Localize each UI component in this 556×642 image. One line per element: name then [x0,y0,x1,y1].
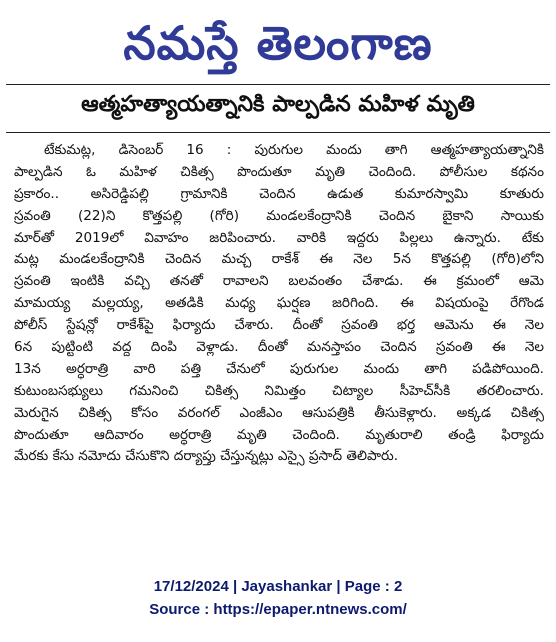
article-line: 6న పుట్టింటి వద్ద దింపి వెళ్లాడు. దీంతో మనస్తాపం చెందిన స్రవంతి ఈ నెల [14,339,544,356]
article-line: మార్‌తో 2019లో వివాహం జరిపించారు. వారికి ఇద్దరు పిల్లలు ఉన్నారు. టేకు [14,229,544,246]
article-line: పొందుతూ ఆదివారం అర్ధరాత్రి మృతి చెందింది. మృతురాలి తండ్రి ఫిర్యాదు [14,426,544,443]
article-line: మెరుగైన చికిత్స కోసం వరంగల్ ఎంజీఎం ఆసుపత్రికి తీసుకెళ్లారు. అక్కడ చికిత్స [14,404,544,421]
article-headline: ఆత్మహత్యాయత్నానికి పాల్పడిన మహిళ మృతి [81,92,475,117]
article-line: టేకుమట్ల, డిసెంబర్ 16 : పురుగుల మందు తాగి ఆత్మహత్యాయత్నానికి [44,142,544,158]
date-page-caption: 17/12/2024 | Jayashankar | Page : 2 [153,578,403,595]
source-caption: Source : https://epaper.ntnews.com/ [149,601,407,618]
article-line: పాల్పడిన ఓ మహిళ చికిత్స పొందుతూ మృతి చెందింది. పోలీసుల కథనం [14,163,544,180]
article-body [14,140,544,468]
article-line: మేరకు కేసు నమోదు చేసుకొని దర్యాప్తు చేస్తున్నట్లు ఎస్సై ప్రసాద్ తెలిపారు. [14,448,399,465]
article-line: ప్రకారం.. అసిరెడ్డిపల్లి గ్రామానికి చెందిన ఉడుత కుమారస్వామి కూతురు [14,185,544,202]
article-line: స్రవంతి ఇంటికి వచ్చి తనతో రావాలని బలవంతం చేశాడు. ఈ క్రమంలో ఆమె [14,273,544,290]
article-line: స్రవంతి (22)ని కొత్తపల్లి (గోరి) మండలకేంద్రానికి చెందిన బైకాని సాయికు [14,207,544,224]
article-line: కుటుంబసభ్యులు గమనించి చికిత్స నిమిత్తం చిట్యాల సీహెచ్‌సీకి తరలించారు. [14,382,544,399]
article-line: పోలీస్ స్టేషన్లో రాకేశ్‌పై ఫిర్యాదు చేశారు. దీంతో స్రవంతి భర్త ఆమెను ఈ నెల [14,317,544,334]
headline-divider [6,132,550,133]
masthead [6,4,550,82]
article-line: 13న అర్ధరాత్రి వారి పత్తి చేనులో పురుగుల మందు తాగి పడిపోయింది. [14,360,544,377]
newspaper-title: నమస్తే తెలంగాణ [123,16,433,70]
masthead-divider [6,84,550,85]
article-line: మామయ్య మల్లయ్య, అతడికి మధ్య ఘర్షణ జరిగింది. ఈ విషయంపై రేగొండ [14,295,544,312]
article-line: మట్ల మండలకేంద్రానికి చెందిన మచ్చ రాకేశ్ ఈ నెల 5న కొత్తపల్లి (గోరి)లోని [14,251,544,268]
